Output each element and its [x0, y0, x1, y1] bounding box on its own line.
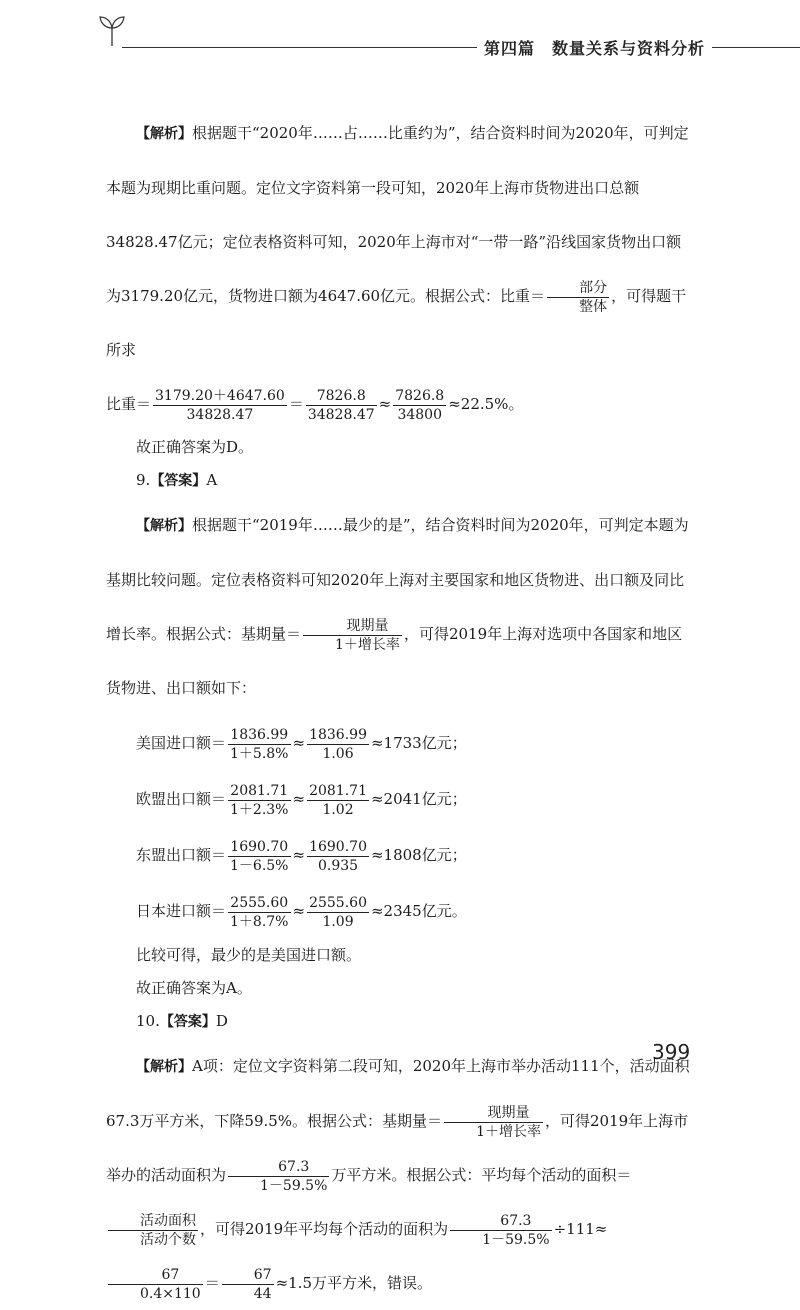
q10-answer: 10.【答案】D: [136, 1012, 228, 1030]
q9-analysis: 【解析】根据题干“2019年……最少的是”，结合资料时间为2020年，可判定本题为基期比较问题。定位表格资料可知2020年上海对主要国家和地区货物进、出口额及同比增长率。根据公式：基期量＝ $\frac{\text{现期量}}{\text{1＋增长率}}$ ，可得2019年上海对选项中各国家和地区货物进、出口额如下：: [106, 516, 689, 697]
q9-compare: 比较可得，最少的是美国进口额。: [136, 946, 362, 964]
calc-line: 日本进口额＝ $\frac{2555.60}{1+8.7\%}$ ≈ $\frac{2555.60}{1.09}$ ≈2345亿元。: [136, 894, 467, 930]
q8-text: 根据题干“2020年……占……比重约为”，结合资料时间为2020年，可判定本题为现期比重问题。定位文字资料第一段可知，2020年上海市货物进出口总额34828.47亿元；定位表格资料可知，2020年上海市对“一带一路”沿线国家货物出口额为3179.20亿元，货物进口额为4647.60亿元。根据公式：比重＝: [106, 124, 689, 305]
header-title: 第四篇 数量关系与资料分析: [484, 39, 706, 58]
calc-line: 美国进口额＝ $\frac{1836.99}{1+5.8\%}$ ≈ $\frac{1836.99}{1.06}$ ≈1733亿元；: [136, 726, 467, 762]
q9-conclusion: 故正确答案为A。: [136, 979, 252, 997]
analysis-tag: 【解析】: [136, 126, 192, 142]
page-header: [0, 0, 800, 60]
q8-text-after: ，可得题干所求: [106, 287, 687, 359]
header-rule-left: [122, 47, 477, 48]
page-content: [106, 106, 690, 1310]
q10-analysis: 【解析】A项：定位文字资料第二段可知，2020年上海市举办活动111个，活动面积67.3万平方米，下降59.5%。根据公式：基期量＝ $\frac{\text{现期量}}{\text{1＋增长率}}$ ，可得2019年上海市举办的活动面积为 $\frac{67.3}{1-59.5\%}$ 万平方米。根据公式：平均每个活动的面积＝ $\frac{\text{活动面积}}{\text{活动个数}}$ ，可得2019年平均每个活动的面积为 $\frac{67.3}{1-59.5\%}$ ÷111≈ $\frac{67}{0.4\times 110}$ ＝ $\frac{67}{44}$ ≈1.5万平方米，错误。: [106, 1057, 690, 1302]
header-rule-right: [712, 47, 800, 48]
page-number: 399: [652, 1040, 691, 1064]
q8-analysis: [106, 106, 690, 377]
ratio-formula: $\frac{\text{部分}}{\text{整体}}$: [547, 279, 609, 316]
calc-line: 欧盟出口额＝ $\frac{2081.71}{1+2.3\%}$ ≈ $\frac{2081.71}{1.02}$ ≈2041亿元；: [136, 782, 467, 818]
q9-answer: 9.【答案】A: [136, 471, 218, 489]
calc-line: 东盟出口额＝ $\frac{1690.70}{1-6.5\%}$ ≈ $\frac{1690.70}{0.935}$ ≈1808亿元；: [136, 838, 467, 874]
analysis-tag: 【解析】: [136, 1059, 192, 1075]
base-formula: $\frac{\text{现期量}}{\text{1＋增长率}}$: [303, 617, 402, 654]
analysis-tag: 【解析】: [136, 518, 192, 534]
q8-calc: 比重＝ $\frac{3179.20+4647.60}{34828.47}$ ＝ $\frac{7826.8}{34828.47}$ ≈ $\frac{7826.8}{34800}$ ≈22.5%。: [106, 387, 524, 423]
q8-conclusion: 故正确答案为D。: [136, 438, 254, 456]
